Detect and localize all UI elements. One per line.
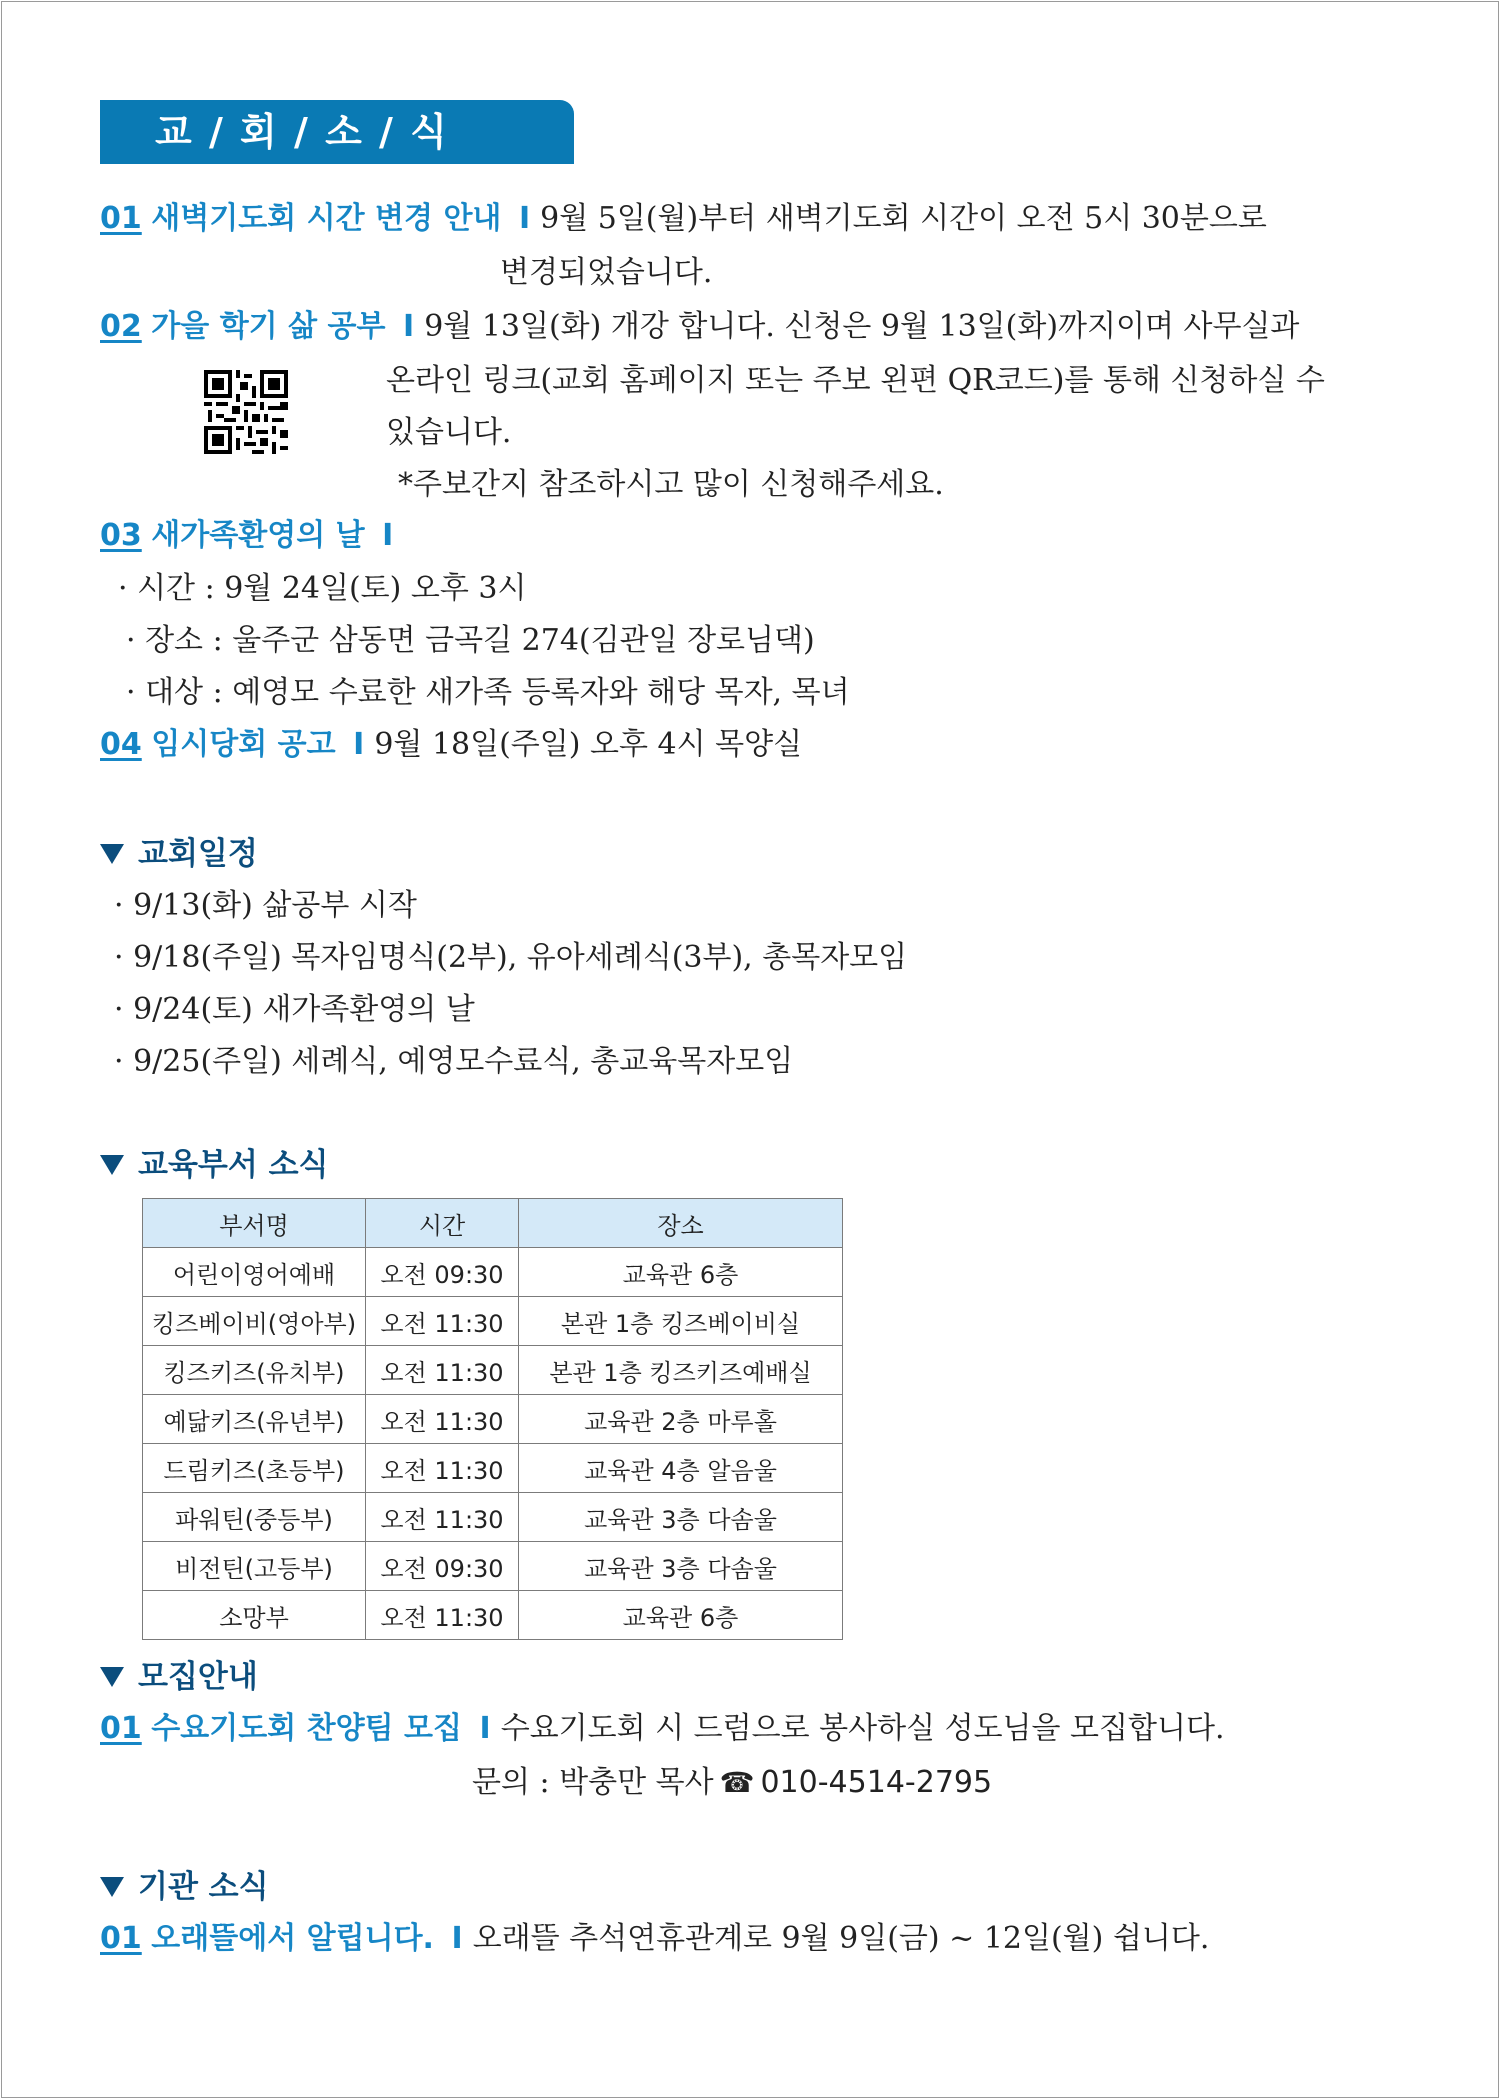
table-cell: 본관 1층 킹즈키즈예배실 bbox=[519, 1346, 843, 1395]
table-cell: 드림키즈(초등부) bbox=[143, 1444, 366, 1493]
table-cell: 교육관 2층 마루홀 bbox=[519, 1395, 843, 1444]
news-text-line: 온라인 링크(교회 홈페이지 또는 주보 왼편 QR코드)를 통해 신청하실 수 bbox=[386, 363, 1325, 398]
table-row bbox=[143, 1542, 843, 1591]
news-text-line: 변경되었습니다. bbox=[500, 255, 713, 290]
news-title: 가을 학기 삶 공부 bbox=[151, 309, 386, 344]
recruit-item bbox=[100, 1709, 1224, 1749]
table-cell: 오전 11:30 bbox=[366, 1444, 519, 1493]
separator: I bbox=[403, 309, 415, 344]
table-cell: 비전틴(고등부) bbox=[143, 1542, 366, 1591]
news-title: 새가족환영의 날 bbox=[151, 518, 365, 553]
table-cell: 오전 11:30 bbox=[366, 1346, 519, 1395]
phone-icon: ☎ bbox=[719, 1766, 755, 1799]
column-header: 부서명 bbox=[143, 1199, 366, 1248]
list-item: · 대상 : 예영모 수료한 새가족 등록자와 해당 목자, 목녀 bbox=[126, 675, 850, 710]
phone-number[interactable]: 010-4514-2795 bbox=[760, 1765, 993, 1800]
section-recruit bbox=[100, 1657, 258, 1697]
table-cell: 예닮키즈(유년부) bbox=[143, 1395, 366, 1444]
separator: I bbox=[518, 201, 531, 236]
table-row bbox=[143, 1248, 843, 1297]
page-title: 교 / 회 / 소 / 식 bbox=[100, 100, 574, 164]
news-text: 9월 18일(주일) 오후 4시 목양실 bbox=[374, 727, 803, 762]
separator: I bbox=[382, 518, 394, 553]
list-item: · 9/18(주일) 목자임명식(2부), 유아세례식(3부), 총목자모임 bbox=[114, 940, 908, 975]
table-cell: 오전 11:30 bbox=[366, 1297, 519, 1346]
table-cell: 파워틴(중등부) bbox=[143, 1493, 366, 1542]
table-header-row bbox=[143, 1199, 843, 1248]
table-cell: 오전 11:30 bbox=[366, 1591, 519, 1640]
news-num: 01 bbox=[100, 1921, 142, 1956]
news-num: 03 bbox=[100, 518, 142, 553]
table-cell: 오전 11:30 bbox=[366, 1395, 519, 1444]
news-title: 수요기도회 찬양팀 모집 bbox=[151, 1711, 462, 1746]
separator: I bbox=[479, 1711, 491, 1746]
table-cell: 오전 09:30 bbox=[366, 1542, 519, 1591]
table-cell: 오전 09:30 bbox=[366, 1248, 519, 1297]
news-title: 오래뜰에서 알립니다. bbox=[151, 1921, 434, 1956]
triangle-down-icon bbox=[100, 1877, 124, 1897]
list-item: · 9/13(화) 삶공부 시작 bbox=[114, 888, 417, 923]
section-title: 교육부서 소식 bbox=[138, 1147, 329, 1183]
section-title: 기관 소식 bbox=[138, 1869, 269, 1905]
section-title: 교회일정 bbox=[138, 836, 258, 872]
table-row bbox=[143, 1493, 843, 1542]
news-note: *주보간지 참조하시고 많이 신청해주세요. bbox=[398, 467, 944, 502]
news-item-1 bbox=[100, 199, 1267, 239]
news-num: 04 bbox=[100, 727, 142, 762]
list-item: · 시간 : 9월 24일(토) 오후 3시 bbox=[118, 571, 527, 606]
triangle-down-icon bbox=[100, 1155, 124, 1175]
table-cell: 오전 11:30 bbox=[366, 1493, 519, 1542]
news-text-line: 있습니다. bbox=[386, 415, 512, 450]
news-item-3 bbox=[100, 516, 403, 556]
table-cell: 킹즈베이비(영아부) bbox=[143, 1297, 366, 1346]
news-text: 오래뜰 추석연휴관계로 9월 9일(금) ~ 12일(월) 쉽니다. bbox=[472, 1921, 1210, 1956]
news-num: 01 bbox=[100, 1711, 142, 1746]
news-num: 01 bbox=[100, 201, 142, 236]
separator: I bbox=[353, 727, 365, 762]
table-cell: 교육관 3층 다솜울 bbox=[519, 1542, 843, 1591]
separator: I bbox=[451, 1921, 463, 1956]
news-item-2 bbox=[100, 307, 1299, 347]
table-cell: 킹즈키즈(유치부) bbox=[143, 1346, 366, 1395]
news-num: 02 bbox=[100, 309, 142, 344]
table-cell: 교육관 4층 알음울 bbox=[519, 1444, 843, 1493]
table-row bbox=[143, 1395, 843, 1444]
section-title: 모집안내 bbox=[138, 1659, 258, 1695]
news-text: 9월 5일(월)부터 새벽기도회 시간이 오전 5시 30분으로 bbox=[540, 201, 1267, 236]
qr-code-icon[interactable] bbox=[204, 370, 288, 454]
triangle-down-icon bbox=[100, 1667, 124, 1687]
table-cell: 교육관 6층 bbox=[519, 1248, 843, 1297]
section-schedule bbox=[100, 834, 258, 874]
list-item: · 장소 : 울주군 삼동면 금곡길 274(김관일 장로님댁) bbox=[126, 623, 815, 658]
table-cell: 소망부 bbox=[143, 1591, 366, 1640]
contact-text: 문의 : 박충만 목사 bbox=[472, 1765, 714, 1800]
table-cell: 본관 1층 킹즈베이비실 bbox=[519, 1297, 843, 1346]
column-header: 시간 bbox=[366, 1199, 519, 1248]
contact-line bbox=[472, 1763, 992, 1803]
education-table bbox=[142, 1198, 843, 1640]
news-text: 수요기도회 시 드럼으로 봉사하실 성도님을 모집합니다. bbox=[500, 1711, 1225, 1746]
triangle-down-icon bbox=[100, 844, 124, 864]
list-item: · 9/24(토) 새가족환영의 날 bbox=[114, 992, 475, 1027]
org-item bbox=[100, 1919, 1209, 1959]
list-item: · 9/25(주일) 세례식, 예영모수료식, 총교육목자모임 bbox=[114, 1044, 794, 1079]
table-cell: 교육관 3층 다솜울 bbox=[519, 1493, 843, 1542]
section-education bbox=[100, 1145, 328, 1185]
news-item-4 bbox=[100, 725, 802, 765]
news-text: 9월 13일(화) 개강 합니다. 신청은 9월 13일(화)까지이며 사무실과 bbox=[424, 309, 1300, 344]
table-cell: 어린이영어예배 bbox=[143, 1248, 366, 1297]
news-title: 임시당회 공고 bbox=[151, 727, 336, 762]
column-header: 장소 bbox=[519, 1199, 843, 1248]
table-row bbox=[143, 1297, 843, 1346]
news-title: 새벽기도회 시간 변경 안내 bbox=[151, 201, 502, 236]
table-row bbox=[143, 1444, 843, 1493]
section-org bbox=[100, 1867, 269, 1907]
table-cell: 교육관 6층 bbox=[519, 1591, 843, 1640]
table-row bbox=[143, 1591, 843, 1640]
table-row bbox=[143, 1346, 843, 1395]
